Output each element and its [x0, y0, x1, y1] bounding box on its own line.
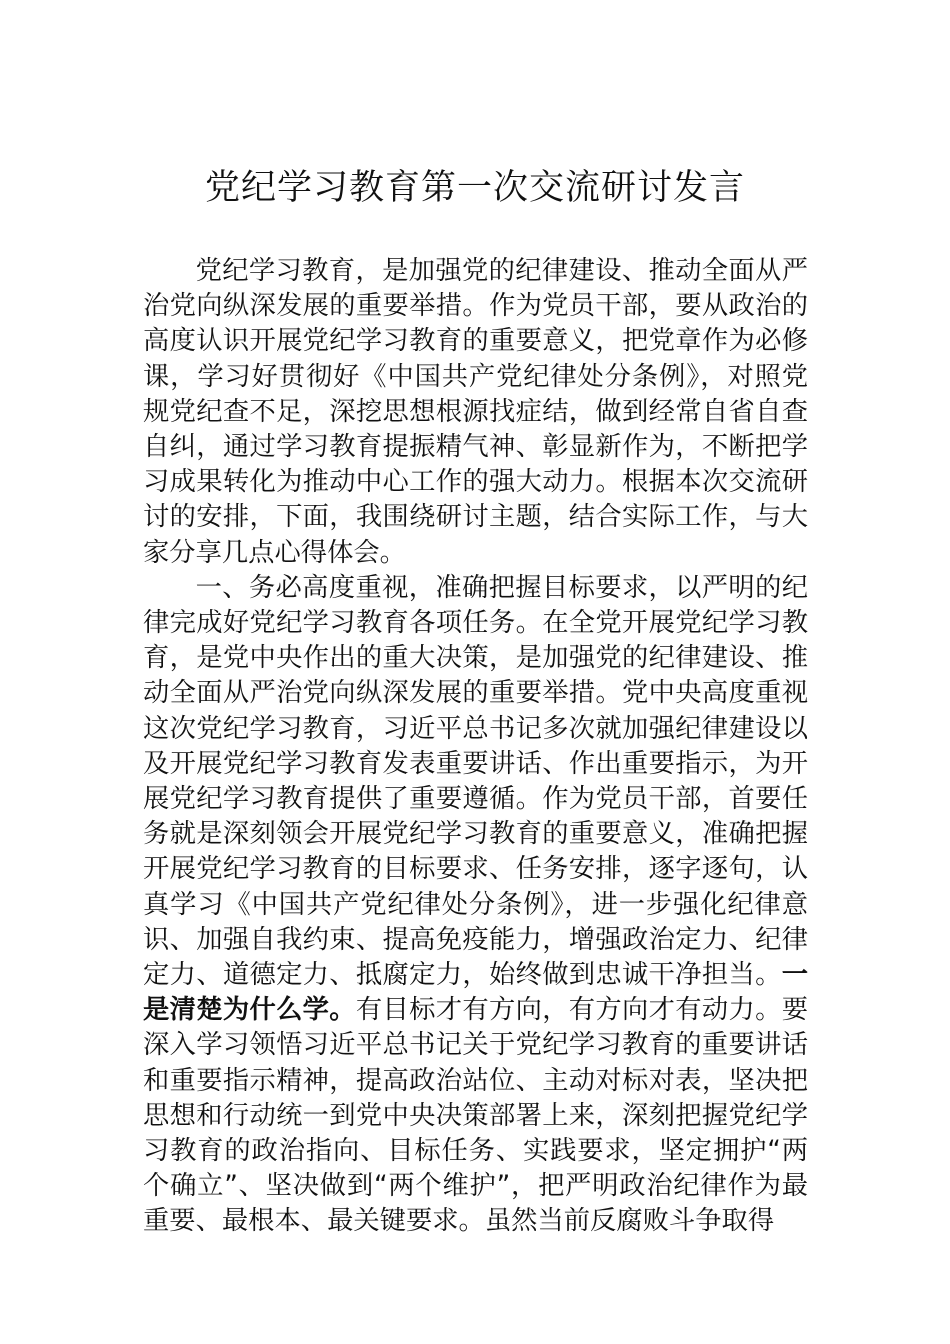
page-title: 党纪学习教育第一次交流研讨发言	[204, 168, 745, 208]
section-heading: 一、务必高度重视，准确把握目标要求，	[195, 572, 676, 603]
paragraph-section-one	[143, 571, 808, 1240]
section-text: 以严明的纪律完成好党纪学习教育各项任务。在全党开展党纪学习教育，是党中央作出的重大决策，是加强党的纪律建设、推动全面从严治党向纵深发展的重要举措。党中央高度重视这次党纪学习教育，习近平总书记多次就加强纪律建设以及开展党纪学习教育发表重要讲话、作出重要指示，为开展党纪学习教育提供了重要遵循。作为党员干部，首要任务就是深刻领会开展党纪学习教育的重要意义，准确把握开展党纪学习教育的目标要求、任务安排，逐字逐句，认真学习《中国共产党纪律处分条例》，进一步强化纪律意识、加强自我约束、提高免疫能力，增强政治定力、纪律定力、道德定力、抵腐定力，始终做到忠诚干净担当。	[143, 572, 809, 991]
paragraph-intro: 党纪学习教育，是加强党的纪律建设、推动全面从严治党向纵深发展的重要举措。作为党员干部，要从政治的高度认识开展党纪学习教育的重要意义，把党章作为必修课，学习好贯彻好《中国共产党纪律处分条例》，对照党规党纪查不足，深挖思想根源找症结，做到经常自省自查自纠，通过学习教育提振精气神、彰显新作为，不断把学习成果转化为推动中心工作的强大动力。根据本次交流研讨的安排，下面，我围绕研讨主题，结合实际工作，与大家分享几点心得体会。	[143, 256, 808, 568]
document-body	[143, 254, 808, 1240]
bold-point: 一是清楚为什么学。	[143, 960, 808, 1026]
section-text-continued: 有目标才有方向，有方向才有动力。要深入学习领悟习近平总书记关于党纪学习教育的重要讲话和重要指示精神，提高政治站位、主动对标对表，坚决把思想和行动统一到党中央决策部署上来，深刻把握党纪学习教育的政治指向、目标任务、实践要求，坚定拥护“两个确立”、坚决做到“两个维护”，把严明政治纪律作为最重要、最根本、最关键要求。虽然当前反腐败斗争取得	[143, 995, 809, 1237]
